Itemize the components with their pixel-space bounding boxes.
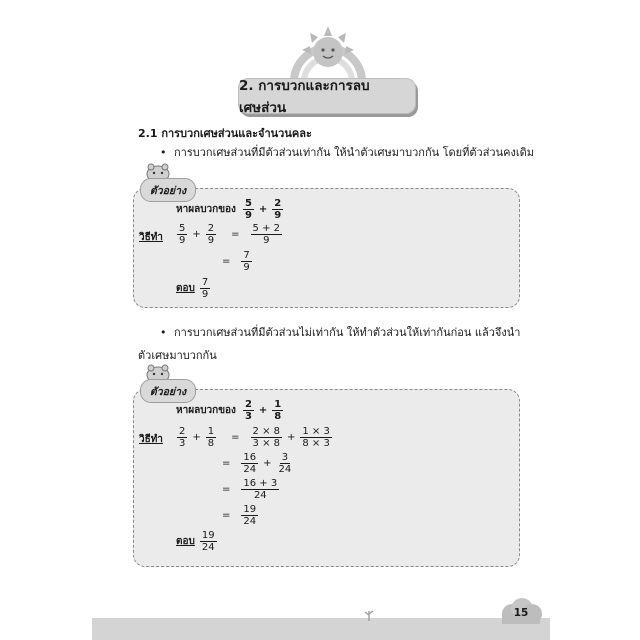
plus-sign: + <box>192 432 201 443</box>
rule-text-continued: ตัวเศษมาบวกกัน <box>138 349 217 362</box>
equals-sign: = <box>222 256 231 267</box>
fraction: $\frac{3}{24}$ <box>278 452 292 475</box>
equals-sign: = <box>231 432 240 443</box>
fraction: $\frac{2 \times 8}{3 \times 8}$ <box>252 426 280 449</box>
equals-sign: = <box>222 510 231 521</box>
fraction: $\frac{1 \times 3}{8 \times 3}$ <box>302 426 330 449</box>
plus-sign: + <box>192 229 201 240</box>
example-label: ตัวอย่าง <box>140 379 196 403</box>
fraction: $\frac{2}{3}$ <box>244 399 252 422</box>
answer-label: ตอบ <box>176 283 195 294</box>
plus-sign: + <box>258 405 268 416</box>
method-label: วิธีทำ <box>139 434 163 445</box>
equals-sign: = <box>222 458 231 469</box>
question-prompt: หาผลบวกของ <box>176 405 236 416</box>
fraction: $\frac{2}{9}$ <box>207 223 215 246</box>
page-number: 15 <box>513 607 529 619</box>
plant-sprig-icon <box>362 607 376 621</box>
example2-question <box>176 399 284 422</box>
bullet-icon: • <box>160 146 167 159</box>
example2-step-4 <box>222 504 259 527</box>
example1-answer <box>176 277 211 300</box>
equals-sign: = <box>222 484 231 495</box>
fraction: $\frac{5}{9}$ <box>179 223 186 246</box>
rule-text: การบวกเศษส่วนที่มีตัวส่วนเท่ากัน ให้นำตัวเศษมาบวกกัน โดยที่ตัวส่วนคงเดิม <box>174 146 534 159</box>
plus-sign: + <box>258 204 268 215</box>
example2-step-3 <box>222 478 280 501</box>
method-label: วิธีทำ <box>139 232 163 243</box>
example2-step-1 <box>176 426 333 449</box>
plus-sign: + <box>263 458 272 469</box>
rule-same-denominator <box>160 143 534 161</box>
example1-question <box>176 198 284 221</box>
example1-step-1 <box>176 223 283 246</box>
example2-step-2 <box>222 452 294 475</box>
page-title: 2. การบวกและการลบเศษส่วน <box>238 78 416 114</box>
fraction: $\frac{19}{24}$ <box>201 530 215 553</box>
fraction: $\frac{5 + 2}{9}$ <box>252 223 280 246</box>
rule-different-denominator <box>160 323 520 341</box>
bullet-icon: • <box>160 326 167 339</box>
fraction: $\frac{7}{9}$ <box>243 250 250 273</box>
answer-label: ตอบ <box>176 536 195 547</box>
equals-sign: = <box>231 229 240 240</box>
fraction: $\frac{16 + 3}{24}$ <box>243 478 278 501</box>
fraction: $\frac{5}{9}$ <box>244 198 252 221</box>
section-heading: 2.1 การบวกเศษส่วนและจำนวนคละ <box>138 127 312 140</box>
footer-grass-strip <box>92 618 550 640</box>
fraction: $\frac{7}{9}$ <box>201 277 209 300</box>
fraction: $\frac{1}{8}$ <box>274 399 282 422</box>
fraction: $\frac{19}{24}$ <box>243 504 257 527</box>
fraction: $\frac{1}{8}$ <box>207 426 215 449</box>
example2-answer <box>176 530 218 553</box>
fraction: $\frac{2}{9}$ <box>274 198 282 221</box>
example-label: ตัวอย่าง <box>140 178 196 202</box>
question-prompt: หาผลบวกของ <box>176 204 236 215</box>
fraction: $\frac{2}{3}$ <box>179 426 186 449</box>
fraction: $\frac{16}{24}$ <box>243 452 257 475</box>
plus-sign: + <box>287 432 296 443</box>
example1-step-2 <box>222 250 253 273</box>
rule-text: การบวกเศษส่วนที่มีตัวส่วนไม่เท่ากัน ให้ทำตัวส่วนให้เท่ากันก่อน แล้วจึงนำ <box>174 326 521 339</box>
